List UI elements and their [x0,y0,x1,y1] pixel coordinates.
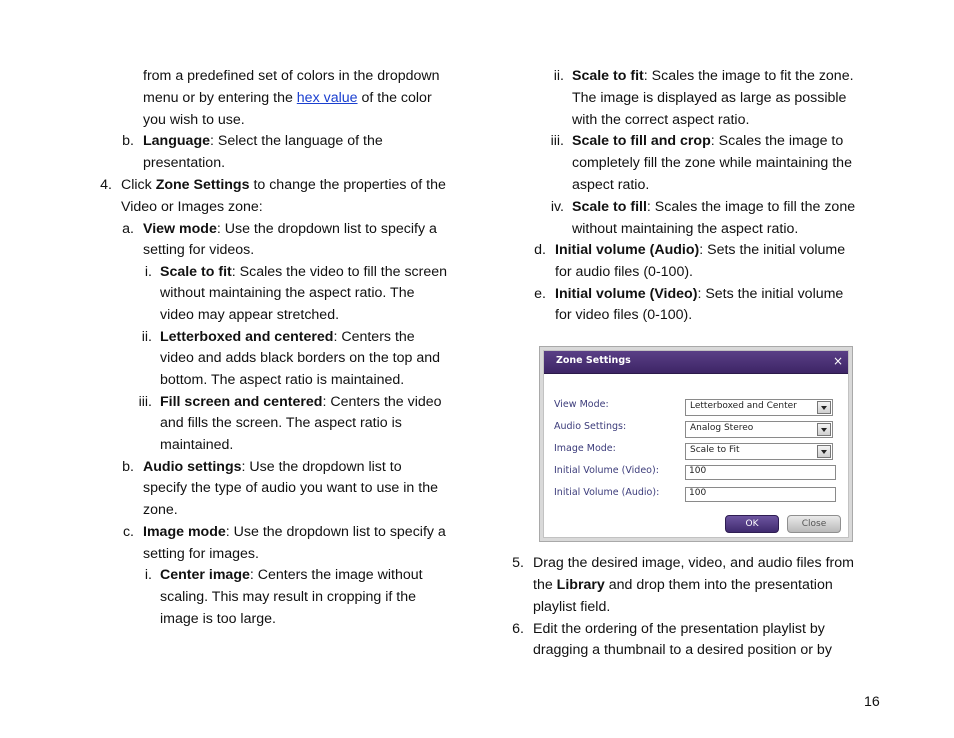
dialog-title-bar [544,351,848,374]
hex-value-link[interactable]: hex value [296,90,358,106]
text-line: the Library and drop them into the presentation [533,577,833,593]
close-button[interactable]: Close [787,515,841,533]
text-line: setting for images. [143,546,259,562]
image-mode-select[interactable] [685,443,833,460]
dialog-body [543,350,849,538]
list-marker: i. [144,264,152,280]
list-item-image-scale-to-fit: Scale to fit: Scales the image to fit the zone. [572,68,854,84]
close-icon[interactable]: × [832,354,843,368]
text-line: for video files (0-100). [555,307,693,323]
text-line: without maintaining the aspect ratio. The [160,285,415,301]
view-mode-value: Letterboxed and Center [690,401,797,411]
list-item-scale-fill-crop: Scale to fill and crop: Scales the image to [572,133,844,149]
text-line: menu or by entering the hex value of the color [143,90,432,106]
text-line: zone. [143,502,178,518]
list-marker: 5. [512,555,524,571]
list-marker: i. [144,567,152,583]
text-line: Video or Images zone: [121,199,263,215]
list-marker: iii. [550,133,564,149]
list-marker: 4. [100,177,112,193]
text-line: specify the type of audio you want to use in the [143,480,438,496]
list-item-fill-screen: Fill screen and centered: Centers the video [160,394,442,410]
audio-settings-label: Audio Settings: [554,421,627,432]
list-item-view-mode: View mode: Use the dropdown list to specify a [143,221,437,237]
list-marker: iii. [138,394,152,410]
list-marker: ii. [141,329,152,345]
text-line: dragging a thumbnail to a desired position or by [533,642,832,658]
chevron-down-icon[interactable] [817,445,831,458]
zone-settings-dialog-screenshot [539,346,853,542]
text-line: video and adds black borders on the top and [160,350,441,366]
text-line: for audio files (0-100). [555,264,694,280]
text-line: and fills the screen. The aspect ratio is [160,415,402,431]
list-marker: b. [122,133,134,149]
text-line: scaling. This may result in cropping if the [160,589,417,605]
list-marker: c. [122,524,134,540]
dialog-title: Zone Settings [556,355,631,366]
text-line: aspect ratio. [572,177,650,193]
list-item-center-image: Center image: Centers the image without [160,567,423,583]
list-item-scale-to-fill: Scale to fill: Scales the image to fill the zone [572,199,856,215]
list-marker: ii. [553,68,564,84]
text-line: bottom. The aspect ratio is maintained. [160,372,405,388]
ok-button[interactable]: OK [725,515,779,533]
list-item-edit-ordering: Edit the ordering of the presentation playlist by [533,621,825,637]
text-line: completely fill the zone while maintaining the [572,155,852,171]
list-item-language: Language: Select the language of the [143,133,383,149]
list-marker: 6. [512,621,524,637]
text-line: with the correct aspect ratio. [572,112,750,128]
view-mode-label: View Mode: [554,399,609,410]
list-marker: b. [122,459,134,475]
initial-volume-audio-field[interactable]: 100 [685,487,836,502]
list-item-initial-volume-audio: Initial volume (Audio): Sets the initial volume [555,242,846,258]
image-mode-value: Scale to Fit [690,445,740,455]
text-line: playlist field. [533,599,611,615]
text-line: image is too large. [160,611,276,627]
chevron-down-icon[interactable] [817,423,831,436]
initial-volume-audio-label: Initial Volume (Audio): [554,487,660,498]
list-item-drag-files: Drag the desired image, video, and audio files from [533,555,854,571]
text-line: presentation. [143,155,226,171]
text-line: video may appear stretched. [160,307,340,323]
list-marker: iv. [550,199,564,215]
page-number: 16 [864,694,880,710]
list-item-scale-to-fit: Scale to fit: Scales the video to fill the screen [160,264,448,280]
list-item-image-mode: Image mode: Use the dropdown list to specify a [143,524,446,540]
initial-volume-video-field[interactable]: 100 [685,465,836,480]
text-line: maintained. [160,437,234,453]
list-item-zone-settings: Click Zone Settings to change the properties of the [121,177,446,193]
list-item-letterboxed: Letterboxed and centered: Centers the [160,329,415,345]
list-item-initial-volume-video: Initial volume (Video): Sets the initial volume [555,286,844,302]
chevron-down-icon[interactable] [817,401,831,414]
text-line: without maintaining the aspect ratio. [572,221,799,237]
image-mode-label: Image Mode: [554,443,616,454]
view-mode-select[interactable] [685,399,833,416]
list-marker: a. [122,221,134,237]
initial-volume-video-label: Initial Volume (Video): [554,465,659,476]
text-line: from a predefined set of colors in the dropdown [143,68,440,84]
text-line: The image is displayed as large as possible [572,90,847,106]
list-item-audio-settings: Audio settings: Use the dropdown list to [143,459,402,475]
text-line: setting for videos. [143,242,255,258]
list-marker: e. [534,286,546,302]
list-marker: d. [534,242,546,258]
audio-settings-value: Analog Stereo [690,423,754,433]
audio-settings-select[interactable] [685,421,833,438]
text-line: you wish to use. [143,112,245,128]
